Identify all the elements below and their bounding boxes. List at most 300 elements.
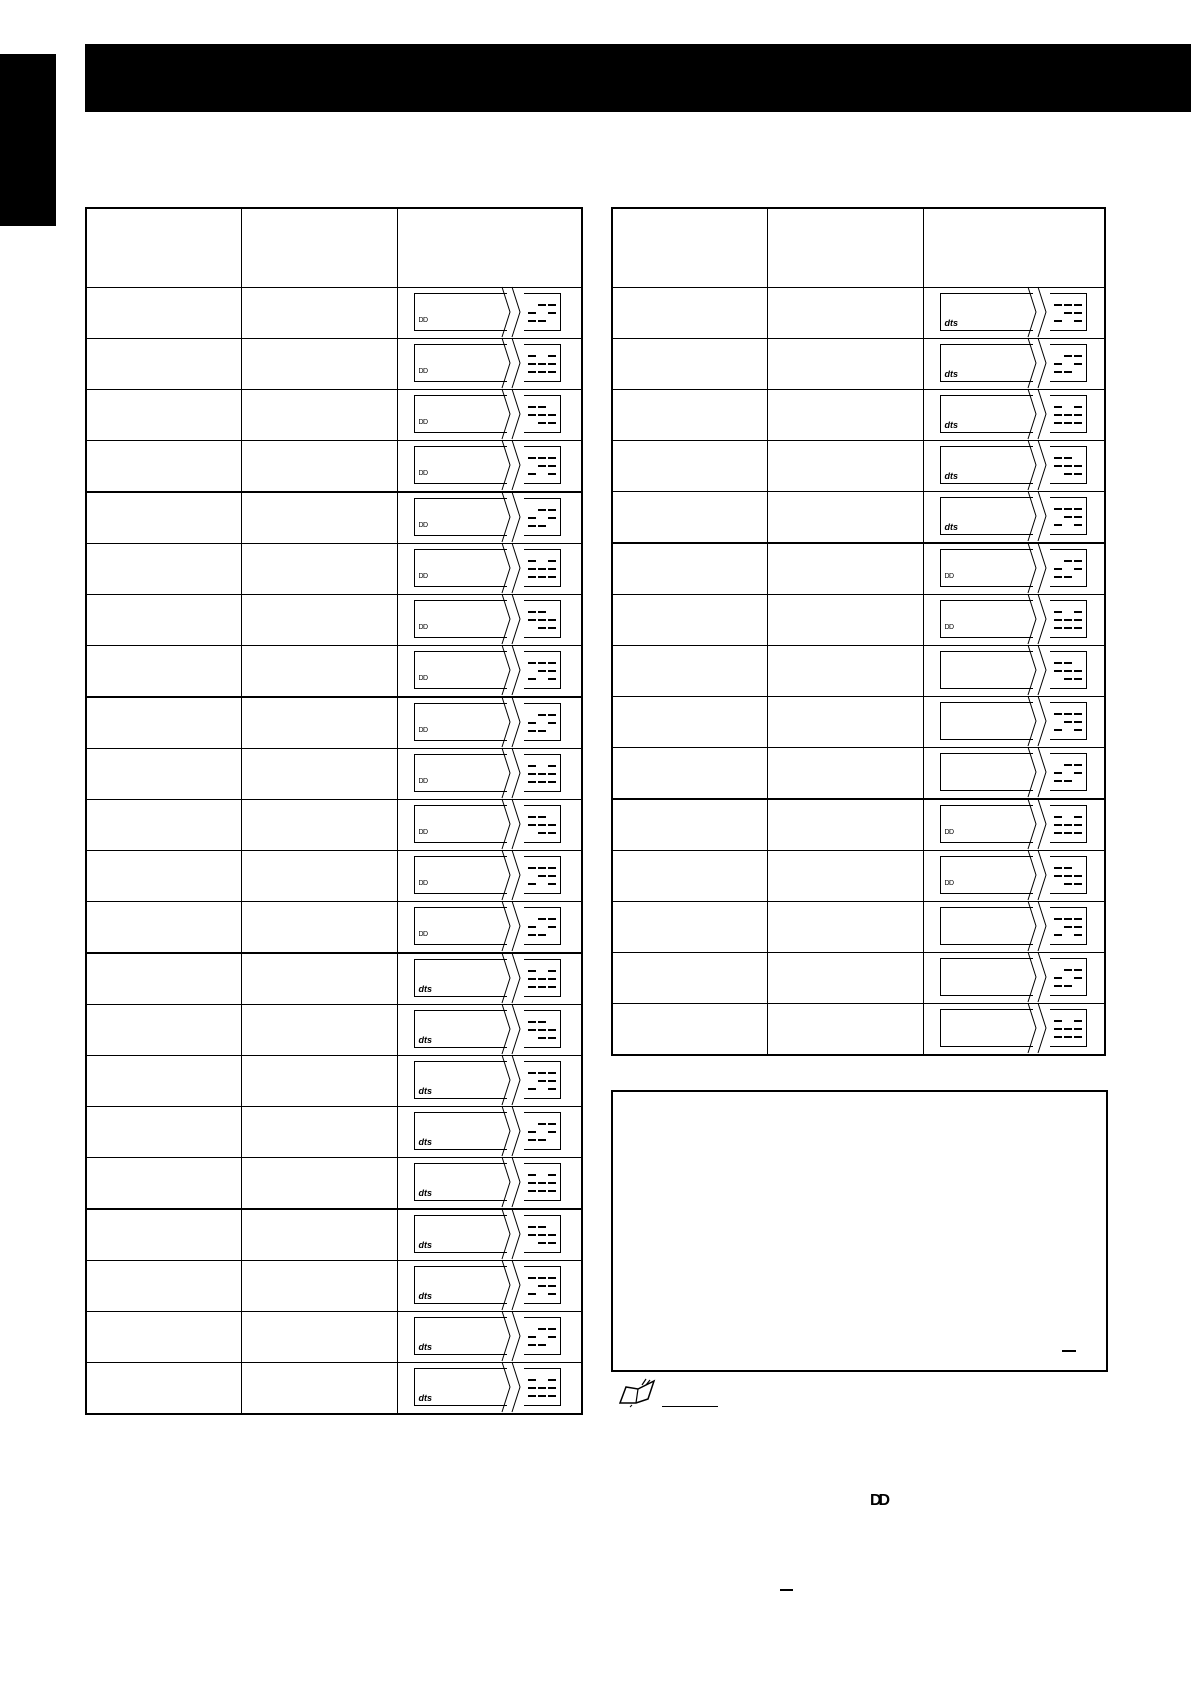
speaker-indicator-segment [528,320,536,322]
lcd-right-panel [524,600,561,638]
lcd-left-panel [414,549,507,587]
display-illustration-cell [397,1312,582,1363]
bottom-dash-mark [780,1589,793,1591]
speaker-indicator-segment [548,1234,556,1236]
lcd-left-panel [940,856,1033,894]
lcd-display-illustration [414,446,562,484]
speaker-indicator-segment [1074,568,1082,570]
lcd-display-illustration [940,1009,1088,1047]
speaker-indicator-segment [1064,985,1072,987]
note-heading-rule [662,1406,718,1407]
mode-desc-cell [241,1158,397,1210]
speaker-indicator-segment [538,662,546,664]
speaker-indicator-segment [548,619,556,621]
mode-name-cell [612,851,767,902]
speaker-indicator-segment [1064,926,1072,928]
speaker-indicator-segment [538,568,546,570]
lcd-left-panel [940,549,1033,587]
lcd-left-panel [414,1163,507,1201]
speaker-indicator-segment [548,473,556,475]
speaker-indicator-segment [528,978,536,980]
dolby-badge: DD [944,624,954,631]
lcd-right-panel [1050,446,1087,484]
speaker-indicator-segment [1074,977,1082,979]
speaker-indicator-segment [1054,627,1062,629]
mode-name-cell [612,902,767,953]
speaker-indicator-segment [1074,516,1082,518]
lcd-left-panel [940,805,1033,843]
speaker-indicator-segment [1054,619,1062,621]
mode-name-cell [86,1005,241,1056]
lcd-display-illustration [940,344,1088,382]
speaker-indicator-segment [1054,670,1062,672]
lcd-display-illustration [940,395,1088,433]
speaker-indicator-segment [1074,414,1082,416]
speaker-indicator-segment [1064,824,1072,826]
display-illustration-cell [397,851,582,902]
speaker-indicator-segment [1054,875,1062,877]
speaker-indicator-segment [1064,473,1072,475]
table-header-col2 [241,208,397,288]
display-illustration-cell [923,492,1105,544]
lcd-right-panel [524,293,561,331]
speaker-indicator-segment [548,1336,556,1338]
speaker-indicator-segment [1054,934,1062,936]
speaker-indicator-segment [1064,1028,1072,1030]
mode-desc-cell [241,1261,397,1312]
table-row [612,646,1105,697]
speaker-indicator-segment [1074,1020,1082,1022]
speaker-indicator-segment [538,1182,546,1184]
speaker-indicator-segment [1064,422,1072,424]
lcd-display-illustration [940,549,1088,587]
lcd-right-panel [1050,1009,1087,1047]
speaker-indicator-segment [528,1182,536,1184]
speaker-indicator-segment [1054,611,1062,613]
speaker-indicator-segment [538,781,546,783]
lcd-left-panel [940,446,1033,484]
display-illustration-cell [923,390,1105,441]
mode-name-cell [86,492,241,544]
speaker-indicator-segment [1054,832,1062,834]
display-illustration-cell [397,441,582,493]
dolby-badge: DD [944,829,954,836]
lcd-left-panel [414,1266,507,1304]
mode-desc-cell [241,1209,397,1261]
speaker-indicator-segment [1064,576,1072,578]
lcd-right-panel [1050,549,1087,587]
speaker-indicator-segment [1054,524,1062,526]
lcd-display-illustration [414,651,562,689]
display-illustration-cell [397,1209,582,1261]
speaker-indicator-segment [538,670,546,672]
speaker-indicator-segment [1054,465,1062,467]
table-row [86,749,582,800]
mode-desc-cell [767,748,923,800]
dts-badge: dts [418,1035,432,1045]
speaker-indicator-segment [1074,1028,1082,1030]
display-illustration-cell [923,339,1105,390]
speaker-indicator-segment [548,517,556,519]
speaker-indicator-segment [1054,422,1062,424]
dts-badge: dts [418,1240,432,1250]
speaker-indicator-segment [528,312,536,314]
speaker-indicator-segment [1074,611,1082,613]
speaker-indicator-segment [1074,508,1082,510]
mode-desc-cell [241,800,397,851]
speaker-indicator-segment [1054,824,1062,826]
mode-desc-cell [767,441,923,492]
speaker-indicator-segment [528,1021,536,1023]
table-row [86,1363,582,1415]
lcd-display-illustration [414,1112,562,1150]
mode-desc-cell [241,1056,397,1107]
lcd-left-panel [940,651,1033,689]
speaker-indicator-segment [548,1088,556,1090]
lcd-left-panel [940,395,1033,433]
speaker-indicator-segment [1074,969,1082,971]
speaker-indicator-segment [538,465,546,467]
speaker-indicator-segment [528,457,536,459]
speaker-indicator-segment [548,1379,556,1381]
mode-name-cell [612,543,767,595]
lcd-left-panel [414,1317,507,1355]
mode-name-cell [86,544,241,595]
speaker-indicator-segment [538,627,546,629]
speaker-indicator-segment [1064,355,1072,357]
table-row [86,1312,582,1363]
mode-desc-cell [241,697,397,749]
table-row [612,697,1105,748]
mode-desc-cell [241,441,397,493]
speaker-indicator-segment [548,678,556,680]
speaker-indicator-segment [538,1029,546,1031]
table-row [612,1004,1105,1056]
table-row [86,1056,582,1107]
speaker-indicator-segment [548,867,556,869]
lcd-right-panel [524,1112,561,1150]
table-row [86,1107,582,1158]
dts-badge: dts [944,369,958,379]
mode-table-left [85,207,583,1415]
table-header-display [923,208,1105,288]
dts-badge: dts [418,1086,432,1096]
speaker-indicator-segment [528,1072,536,1074]
speaker-indicator-segment [528,1029,536,1031]
mode-name-cell [86,800,241,851]
lcd-left-panel [414,651,507,689]
speaker-indicator-segment [528,1395,536,1397]
lcd-right-panel [524,1215,561,1253]
speaker-indicator-segment [1054,320,1062,322]
display-illustration-cell [397,492,582,544]
lcd-left-panel [414,754,507,792]
lcd-left-panel [414,600,507,638]
lcd-left-panel [940,753,1033,791]
dolby-badge: DD [944,880,954,887]
lcd-right-panel [524,959,561,997]
speaker-indicator-segment [548,1293,556,1295]
mode-name-cell [86,953,241,1005]
speaker-indicator-segment [538,824,546,826]
speaker-indicator-segment [528,781,536,783]
mode-name-cell [612,288,767,339]
display-illustration-cell [923,1004,1105,1056]
display-illustration-cell [397,1107,582,1158]
speaker-indicator-segment [1064,560,1072,562]
speaker-indicator-segment [1054,508,1062,510]
speaker-indicator-segment [528,525,536,527]
mode-desc-cell [767,390,923,441]
speaker-indicator-segment [1074,560,1082,562]
lcd-right-panel [524,1163,561,1201]
speaker-indicator-segment [548,363,556,365]
table-row [86,544,582,595]
speaker-indicator-segment [548,714,556,716]
display-illustration-cell [923,902,1105,953]
mode-name-cell [86,390,241,441]
lcd-right-panel [524,498,561,536]
dolby-badge: DD [944,573,954,580]
speaker-indicator-segment [548,670,556,672]
display-illustration-cell [397,800,582,851]
speaker-indicator-segment [528,611,536,613]
speaker-indicator-segment [1064,312,1072,314]
info-box-mark [1062,1350,1076,1352]
speaker-indicator-segment [548,1387,556,1389]
speaker-indicator-segment [548,662,556,664]
dts-badge: dts [944,471,958,481]
speaker-indicator-segment [548,355,556,357]
speaker-indicator-segment [1074,816,1082,818]
mode-name-cell [86,749,241,800]
speaker-indicator-segment [528,1131,536,1133]
speaker-indicator-segment [538,363,546,365]
table-row [86,1158,582,1210]
lcd-left-panel [414,446,507,484]
speaker-indicator-segment [528,1277,536,1279]
speaker-indicator-segment [1074,729,1082,731]
lcd-right-panel [1050,958,1087,996]
lcd-left-panel [414,959,507,997]
speaker-indicator-segment [538,1072,546,1074]
info-box [611,1090,1108,1372]
speaker-indicator-segment [1054,1028,1062,1030]
lcd-right-panel [524,907,561,945]
speaker-indicator-segment [1054,867,1062,869]
mode-desc-cell [767,902,923,953]
table-row [86,646,582,698]
speaker-indicator-segment [548,568,556,570]
lcd-right-panel [524,446,561,484]
lcd-right-panel [524,549,561,587]
lcd-left-panel [414,856,507,894]
table-row [86,1209,582,1261]
mode-name-cell [612,953,767,1004]
speaker-indicator-segment [1074,721,1082,723]
dts-badge: dts [944,318,958,328]
speaker-indicator-segment [528,355,536,357]
speaker-indicator-segment [548,1242,556,1244]
speaker-indicator-segment [1054,918,1062,920]
mode-name-cell [86,1209,241,1261]
speaker-indicator-segment [548,926,556,928]
speaker-indicator-segment [528,970,536,972]
table-row [86,492,582,544]
mode-desc-cell [241,595,397,646]
speaker-indicator-segment [538,1021,546,1023]
speaker-indicator-segment [528,816,536,818]
speaker-indicator-segment [538,1234,546,1236]
mode-name-cell [86,1107,241,1158]
speaker-indicator-segment [548,371,556,373]
mode-name-cell [86,1056,241,1107]
speaker-indicator-segment [538,1080,546,1082]
mode-name-cell [86,1158,241,1210]
lcd-right-panel [1050,344,1087,382]
speaker-indicator-segment [548,970,556,972]
table-row [86,595,582,646]
speaker-indicator-segment [548,1037,556,1039]
speaker-indicator-segment [1074,918,1082,920]
mode-name-cell [86,646,241,698]
table-row [86,953,582,1005]
speaker-indicator-segment [538,1328,546,1330]
lcd-left-panel [414,1368,507,1406]
display-illustration-cell [397,339,582,390]
lcd-right-panel [524,805,561,843]
speaker-indicator-segment [548,576,556,578]
speaker-indicator-segment [1064,780,1072,782]
speaker-indicator-segment [538,714,546,716]
table-row [612,851,1105,902]
lcd-left-panel [414,1010,507,1048]
lcd-right-panel [1050,497,1087,535]
speaker-indicator-segment [528,730,536,732]
lcd-left-panel [414,805,507,843]
mode-name-cell [612,697,767,748]
speaker-indicator-segment [528,773,536,775]
speaker-indicator-segment [548,773,556,775]
mode-desc-cell [241,902,397,954]
lcd-display-illustration [414,600,562,638]
mode-desc-cell [767,646,923,697]
lcd-right-panel [1050,805,1087,843]
lcd-display-illustration [940,600,1088,638]
speaker-indicator-segment [538,509,546,511]
display-illustration-cell [923,646,1105,697]
lcd-left-panel [940,1009,1033,1047]
dts-badge: dts [944,522,958,532]
lcd-display-illustration [414,856,562,894]
speaker-indicator-segment [1064,713,1072,715]
display-illustration-cell [397,1056,582,1107]
table-header-col1 [86,208,241,288]
table-header-col2 [767,208,923,288]
mode-desc-cell [767,492,923,544]
lcd-left-panel [414,344,507,382]
table-row [86,1005,582,1056]
speaker-indicator-segment [538,371,546,373]
lcd-left-panel [414,395,507,433]
mode-name-cell [612,492,767,544]
speaker-indicator-segment [548,312,556,314]
speaker-indicator-segment [1064,662,1072,664]
table-row [612,288,1105,339]
speaker-indicator-segment [548,765,556,767]
mode-name-cell [86,339,241,390]
mode-desc-cell [767,799,923,851]
speaker-indicator-segment [548,1029,556,1031]
dts-badge: dts [418,1291,432,1301]
speaker-indicator-segment [538,1387,546,1389]
speaker-indicator-segment [528,1293,536,1295]
speaker-indicator-segment [1064,508,1072,510]
speaker-indicator-segment [548,722,556,724]
lcd-left-panel [414,498,507,536]
speaker-indicator-segment [528,678,536,680]
speaker-indicator-segment [548,1277,556,1279]
speaker-indicator-segment [1074,406,1082,408]
lcd-right-panel [1050,702,1087,740]
mode-desc-cell [241,1005,397,1056]
speaker-indicator-segment [548,1080,556,1082]
dts-badge: dts [418,1188,432,1198]
mode-desc-cell [767,851,923,902]
lcd-right-panel [1050,293,1087,331]
speaker-indicator-segment [1064,875,1072,877]
speaker-indicator-segment [1064,465,1072,467]
table-row [612,441,1105,492]
speaker-indicator-segment [528,934,536,936]
dts-badge: dts [418,1342,432,1352]
lcd-left-panel [414,1215,507,1253]
speaker-indicator-segment [548,627,556,629]
lcd-right-panel [524,651,561,689]
mode-name-cell [86,902,241,954]
lcd-left-panel [940,293,1033,331]
lcd-right-panel [524,1010,561,1048]
mode-name-cell [86,1312,241,1363]
lcd-display-illustration [940,856,1088,894]
lcd-right-panel [524,856,561,894]
dolby-badge: DD [418,880,428,887]
mode-desc-cell [241,288,397,339]
speaker-indicator-segment [538,406,546,408]
speaker-indicator-segment [1074,824,1082,826]
speaker-indicator-segment [1054,662,1062,664]
dolby-badge: DD [418,368,428,375]
lcd-right-panel [524,1061,561,1099]
table-row [86,1261,582,1312]
speaker-indicator-segment [528,414,536,416]
table-row [86,339,582,390]
lcd-right-panel [524,754,561,792]
table-row [86,851,582,902]
speaker-indicator-segment [538,730,546,732]
speaker-indicator-segment [548,986,556,988]
dts-badge: dts [944,420,958,430]
speaker-indicator-segment [1064,457,1072,459]
speaker-indicator-segment [548,781,556,783]
dolby-badge: DD [418,829,428,836]
speaker-indicator-segment [548,1123,556,1125]
mode-name-cell [86,595,241,646]
speaker-indicator-segment [548,978,556,980]
speaker-indicator-segment [538,1285,546,1287]
speaker-indicator-segment [1054,457,1062,459]
lcd-display-illustration [940,651,1088,689]
